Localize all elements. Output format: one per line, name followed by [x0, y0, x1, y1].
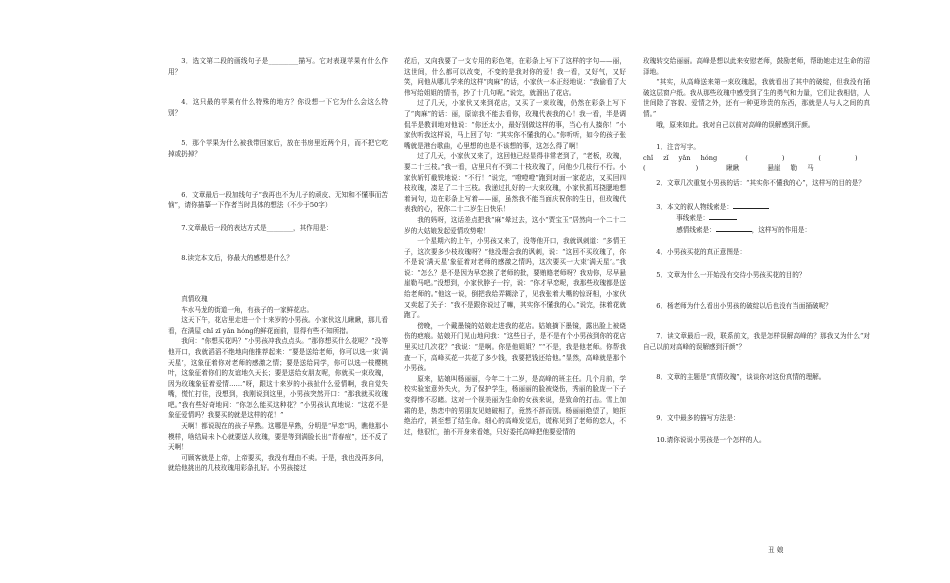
- paragraph: 傍晚，一个戴墨镜的姑娘走进我的花店。姑娘摘下墨镜，露出脸上被烧伤的疤痕。姑娘开门见山地问我：“这些日子，是不是有个小男孩到你的花店里买过几次花？”我说：“是啊。你是他姐姐？”“不是，我是他老师。你帮我查一下，高峰买花一共花了多少钱，我要把钱还给他。”显然，高峰就是那个小男孩。: [404, 321, 626, 373]
- question-6: 6．杨老师为什么看出小男孩的破绽以后也没有当面捅破呢？: [656, 301, 832, 310]
- word: 瞅瞅: [726, 164, 740, 173]
- question-8: 8．文章的主题是“真情玫瑰”，谈谈你对这份真情的理解。: [656, 373, 826, 382]
- column-left: [168, 56, 388, 474]
- pinyin: zǐ: [663, 153, 669, 162]
- paragraph: “其实，从高峰送来第一束玫瑰起，我就看出了其中的破绽，但我没有捅破这层窗户纸。我从那些玫瑰中感受到了生的勇气和力量，它们让我相信，人世间除了容貌、爱情之外，还有一种更珍贵的东西，那就是人与人之间的真情。”: [643, 78, 870, 118]
- paragraph: 一个星期六的上午，小男孩又来了，没等他开口，我就讽刺道：“多情王子，这次要多少枝玫瑰呀？”他没理会我的讽刺，说：“这回不买玫瑰了，你不是说‘满天星’象征着对老师的感激之情吗，这次要买一大束‘满天星’。”我说：“怎么？是不是因为早恋挨了老师的批，要贿赂老师呀？我劝你，尽早悬崖勒马吧。”没想到，小家伙脖子一拧，说：“你才早恋呢，我那些玫瑰都是送给老师的。”他这一说，倒把我给弄糊涂了，见我张着大嘴的惊讶相，小家伙又卖起了关子：“我不是跟你说过了嘛，其实你不懂我的心。”说完，抹着花就跑了。: [404, 237, 626, 320]
- question-4: 4．小男孩买花的真正意图是：: [656, 248, 747, 257]
- question-1: 1．注音写字。: [656, 143, 700, 152]
- question-7: 7．读文章最后一段，联系前文，我是怎样误解高峰的？那我又为什么“对自己以前对高峰的误解感到汗颜”？: [643, 332, 870, 351]
- question-3b: [643, 224, 870, 236]
- paragraph: 车水马龙的街道一角，有孩子的一家鲜花店。: [181, 305, 314, 314]
- bracket: ): [854, 153, 858, 162]
- question-3a: [643, 212, 870, 224]
- bracket: ): [695, 164, 699, 173]
- bracket: ): [781, 153, 785, 162]
- question-10: 10.请你说说小男孩是一个怎样的人。: [656, 436, 766, 445]
- q3b-label: 感情线索是：: [676, 225, 716, 234]
- paragraph: 原来，姑娘叫杨丽丽，今年二十二岁，是高峰的班主任。几个月前，学校实验室意外失火，为了保护学生，杨丽丽的脸被烧伤，秀丽的脸庞一下子变得惨不忍睹。这对一个视美丽为生命的女孩来说，是致命的打击。雪上加霜的是，热恋中的男朋友见她破相了，竟然不辞而别。杨丽丽绝望了，她拒绝治疗，甚至想了结生命。细心的高峰发觉后，谎称见到了老师的恋人，不过，他很忙，抽不开身来看她，只好委托高峰把他要爱情的: [404, 374, 626, 436]
- word: 悬崖: [767, 164, 781, 173]
- q3a-label: 事线索是：: [676, 214, 710, 223]
- paragraph: 玫瑰转交给丽丽。高峰是想以此来安慰老师，鼓励老师，帮助她走过生命的沼泽地。: [643, 57, 870, 76]
- word: 勒: [790, 164, 798, 173]
- paragraph: 天啊！都说现在的孩子早熟。这哪是早熟，分明是“早恋”吗，瞧他那小模样，啥结局未卜心就要送人玫瑰，要是等到满脸长出“青春痘”，还不反了天啊！: [168, 422, 388, 452]
- pinyin: yǎn: [678, 153, 691, 162]
- paragraph: 花后，又向我要了一支专用的彩色笔，在彩条上写下了这样的字句——丽，这世间，什么都可以改变，不变的是我对你的爱！我一看，又好气，又好笑，问他从哪儿学来的这样“肉麻”的话，小家伙一本正经地说：“我偷看了大伟写给姐姐的情书，抄了十几句呢。”说完，就溜出了花店。: [404, 57, 626, 97]
- answer-blank[interactable]: [709, 212, 737, 220]
- question-5: 5．那个苹果为什么被我带回家后，放在书房里近两个月，而不把它吃掉或扔掉？: [168, 139, 388, 158]
- question-2: 2．文章几次重复小男孩的话：“其实你不懂我的心”，这样写的目的是？: [656, 178, 865, 187]
- answer-blank[interactable]: [733, 201, 769, 209]
- paragraph: 我的妈呀，这话差点把我“麻”晕过去，这小“贾宝玉”居然向一个二十二岁的大姑娘发起爱情攻势啦！: [404, 215, 626, 235]
- q3-label: 3．本文的叙人物线索是：: [656, 202, 733, 211]
- paragraph: 过了几天，小家伙又来到花店，又买了一束玫瑰，仍然在彩条上写下了“肉麻”的话：丽，原谅我不能去看你，玫瑰代表我的心！我一看，半是调侃半是教训地对他说：“你还太小，最好别做这样的事，当心有人揍你！”小家伙听我这样说，马上回了句：“其实你不懂我的心。”你听听，如今的孩子张嘴就是港台歌曲，心里想的也是不该想的事，这怎么得了啊！: [404, 99, 626, 150]
- column-right: [643, 56, 870, 446]
- question-3: [643, 201, 870, 213]
- question-5: 5．文章为什么一开始没有交待小男孩买花的目的？: [656, 270, 806, 279]
- question-9: 9．文中最多的描写方法是：: [656, 413, 740, 422]
- author-name: 丑 娘: [768, 546, 784, 554]
- question-3: 3．选文第二段的画线句子是_________描写。它对表现苹果有什么作用？: [168, 57, 388, 76]
- pinyin-row: [643, 153, 870, 164]
- pinyin: chǐ: [643, 153, 654, 162]
- paragraph: 我问：“你想买花吗？”小男孩冲我点点头。“那你想买什么花呢？”没等他开口，我就滔滔不绝地向他推荐起来：“要是送给老师，你可以选一束‘满天星’，这象征着你对老师的感激之情；要是送给同学，你可以选一枝樱桃叶，这象征着你们的友谊地久天长；要是送给女朋友呢，你就买一束玫瑰，因为玫瑰象征着爱情……”呀，跟这十来岁的小孩扯什么爱情啊，我自觉失嘴，慌忙打住，没想到，我刚说到这里，小男孩突然开口：“那我就买玫瑰吧。”我有些好奇地问：“你怎么能买这种花？”小男孩认真地说：“这花不是象征爱情吗？我要买的就是这样的花！”: [168, 337, 388, 420]
- story-title: 真情玫瑰: [181, 294, 208, 303]
- paragraph: 这天下午，花店里走进一个十来岁的小男孩。小家伙这儿瞅瞅，那儿看看，在满屋 chǐ zī yǎn hóng的鲜花面前，显得有些不知所措。: [168, 316, 388, 335]
- word: 马: [807, 164, 814, 173]
- pinyin: hóng: [700, 153, 718, 162]
- bracket: (: [818, 153, 821, 162]
- bracket: (: [643, 164, 646, 173]
- question-4: 4．这只最的苹果有什么特殊的地方？你设想一下它为什么会这么特别？: [168, 98, 388, 117]
- column-middle: [404, 56, 626, 437]
- question-8: 8.读完本文后，你最大的感想是什么？: [181, 254, 293, 263]
- bracket: (: [745, 153, 748, 162]
- q3c-label: ，这样写的作用是：: [751, 225, 812, 234]
- question-7: 7.文章最后一段的表达方式是________，其作用是：: [181, 223, 333, 232]
- paragraph: 过了几天，小家伙又来了，这回他已经显得非常老到了，“老板，玫瑰，要二十三枝。”我一看，店里只有不到二十枝玫瑰了，问他少几枝行不行。小家伙斩钉截铁地说：“不行！”说完，“噔噔噔”跑到对面一家花店，又买回四枝玫瑰，凑足了二十三枝。我递过扎好的一大束玫瑰，小家伙抓耳挠腮地想着词句，边在彩条上写着——丽，虽然我不能当面庆祝你的生日，但玫瑰代表我的心，祝你二十二岁生日快乐！: [404, 152, 626, 214]
- answer-blank[interactable]: [716, 224, 752, 232]
- chars-row: [643, 163, 870, 174]
- paragraph: 哦，原来如此。我对自己以前对高峰的误解感到汗颜。: [656, 120, 815, 129]
- question-6: 6．文章最后一段加线句子“我再也不为儿子的顽皮、无知和不懂事而苦恼”，请你描摹一下作者当时具体的想法（不少于50字）: [168, 190, 388, 210]
- paragraph: 可顾客就是上帝，上帝要买，我没有理由不卖。于是，我也没再多问，就给他挑出的几枝玫瑰用彩条扎好。小男孩接过: [168, 453, 388, 473]
